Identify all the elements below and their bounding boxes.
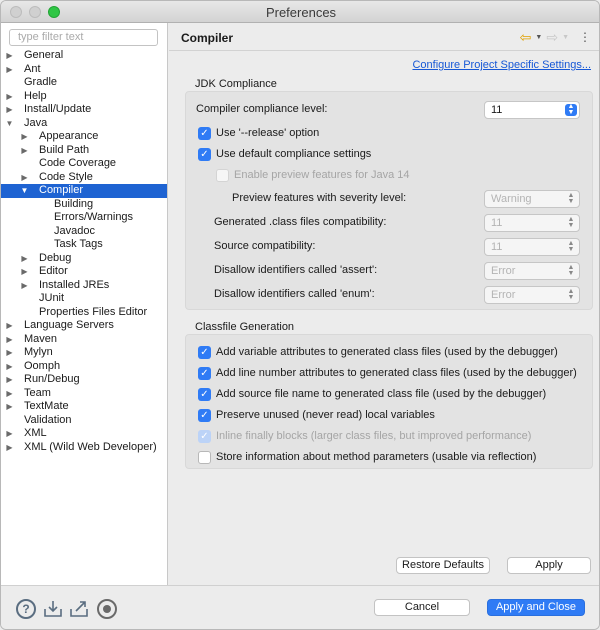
preview-severity-row (186, 189, 592, 209)
source-compat-value: 11 (491, 241, 503, 253)
filter-input[interactable]: type filter text (9, 29, 158, 46)
tree-item-label: JUnit (39, 292, 65, 304)
tree-item[interactable] (1, 184, 167, 198)
tree-item-label: Ant (24, 62, 41, 75)
disallow-assert-label: Disallow identifiers called 'assert': (214, 264, 378, 276)
tree-item[interactable] (1, 225, 167, 239)
apply-and-close-button[interactable]: Apply and Close (487, 599, 585, 616)
disclosure-collapsed-icon[interactable]: ▶ (6, 375, 13, 384)
generated-compat-row (186, 213, 592, 233)
export-icon[interactable] (69, 599, 89, 619)
chevron-updown-icon: ▲ ▼ (567, 264, 575, 277)
tree-item-label: Compiler (39, 184, 84, 196)
generated-compat-value: 11 (491, 217, 503, 229)
enable-preview-label: Enable preview features for Java 14 (234, 169, 410, 181)
tree-item-label: Gradle (24, 76, 58, 88)
disclosure-collapsed-icon[interactable]: ▶ (21, 132, 28, 141)
enable-preview-row (186, 166, 592, 186)
disclosure-expanded-icon[interactable]: ▼ (20, 186, 29, 195)
tree-item-label: Errors/Warnings (54, 211, 134, 223)
tree-item-label: Help (24, 89, 47, 102)
preference-tree (1, 49, 167, 454)
classfile-option-row (186, 385, 592, 405)
tree-item-label: General (24, 49, 64, 61)
tree-item[interactable] (1, 171, 167, 185)
record-icon[interactable] (97, 599, 117, 619)
use-release-row (186, 124, 592, 144)
tree-item[interactable] (1, 292, 167, 306)
jdk-compliance-group (185, 91, 593, 310)
import-icon[interactable] (43, 599, 63, 619)
jdk-compliance-label: JDK Compliance (195, 78, 277, 90)
disclosure-collapsed-icon[interactable]: ▶ (21, 172, 28, 182)
tree-item[interactable] (1, 117, 167, 131)
tree-item[interactable] (1, 279, 167, 293)
page-title: Compiler (181, 31, 234, 45)
use-release-label: Use '--release' option (216, 127, 320, 139)
tree-item-label: Validation (24, 413, 72, 426)
generated-compat-label: Generated .class files compatibility: (214, 216, 387, 228)
disclosure-collapsed-icon[interactable]: ▶ (6, 388, 13, 398)
disallow-enum-select[interactable] (484, 286, 580, 304)
disclosure-collapsed-icon[interactable]: ▶ (21, 253, 28, 263)
disclosure-collapsed-icon[interactable]: ▶ (21, 280, 28, 290)
tree-item[interactable] (1, 319, 167, 333)
disallow-enum-label: Disallow identifiers called 'enum': (214, 288, 375, 300)
disclosure-collapsed-icon[interactable]: ▶ (6, 334, 13, 344)
classfile-option-label: Add source file name to generated class file (used by the debugger) (216, 388, 547, 400)
preview-severity-select[interactable] (484, 190, 580, 208)
tree-item[interactable] (1, 306, 167, 320)
tree-item[interactable] (1, 144, 167, 158)
disallow-assert-value: Error (491, 265, 516, 277)
configure-project-settings-link[interactable]: Configure Project Specific Settings... (412, 59, 591, 71)
classfile-option-checkbox[interactable]: ✓ (198, 430, 211, 443)
forward-dropdown-icon[interactable]: ▼ (562, 33, 569, 41)
disclosure-collapsed-icon[interactable]: ▶ (6, 321, 13, 330)
tree-item-label: Maven (24, 332, 58, 345)
tree-item[interactable] (1, 76, 167, 90)
use-release-checkbox[interactable]: ✓ (198, 127, 211, 140)
source-compat-row (186, 237, 592, 257)
disclosure-collapsed-icon[interactable]: ▶ (21, 145, 28, 155)
disallow-enum-row (186, 285, 592, 305)
chevron-updown-icon: ▲ ▼ (565, 104, 577, 116)
preview-severity-value: Warning (491, 193, 532, 205)
tree-item[interactable] (1, 157, 167, 171)
forward-icon[interactable]: ⇨ (546, 28, 559, 45)
disclosure-collapsed-icon[interactable]: ▶ (6, 348, 13, 357)
tree-item-label: Javadoc (54, 224, 95, 237)
tree-item-label: Task Tags (54, 238, 103, 250)
tree-item[interactable] (1, 198, 167, 212)
classfile-option-row (186, 364, 592, 384)
title-bar (1, 1, 600, 23)
tree-item[interactable] (1, 387, 167, 401)
view-menu-icon[interactable]: ⋮ (579, 30, 591, 44)
tree-item-label: XML (Wild Web Developer) (24, 440, 157, 453)
source-compat-label: Source compatibility: (214, 240, 316, 252)
compiler-page (169, 23, 600, 585)
disclosure-collapsed-icon[interactable]: ▶ (6, 402, 13, 411)
disclosure-collapsed-icon[interactable]: ▶ (6, 51, 13, 60)
classfile-option-row (186, 448, 592, 468)
source-compat-select[interactable] (484, 238, 580, 256)
preview-severity-label: Preview features with severity level: (232, 192, 407, 204)
compliance-level-label: Compiler compliance level: (196, 103, 328, 115)
tree-item[interactable] (1, 63, 167, 77)
back-icon[interactable]: ⇦ (519, 28, 532, 45)
compliance-level-value: 11 (491, 104, 503, 116)
tree-item[interactable] (1, 400, 167, 414)
disclosure-collapsed-icon[interactable]: ▶ (6, 64, 13, 74)
classfile-generation-group (185, 334, 593, 469)
enable-preview-checkbox[interactable] (216, 169, 229, 182)
disclosure-expanded-icon[interactable]: ▼ (5, 118, 14, 128)
tree-item[interactable] (1, 211, 167, 225)
title-divider (169, 50, 600, 51)
tree-item-label: Run/Debug (24, 373, 80, 385)
tree-item[interactable] (1, 49, 167, 63)
tree-item-label: Installed JREs (39, 278, 110, 291)
use-default-row (186, 145, 592, 165)
tree-item-label: Build Path (39, 143, 90, 156)
window-title: Preferences (265, 5, 337, 20)
restore-defaults-button[interactable]: Restore Defaults (396, 557, 490, 574)
use-default-checkbox[interactable]: ✓ (198, 148, 211, 161)
tree-item[interactable] (1, 427, 167, 441)
apply-button[interactable]: Apply (507, 557, 591, 574)
classfile-option-checkbox[interactable]: ✓ (198, 409, 211, 422)
classfile-option-label: Add line number attributes to generated class files (used by the debugger) (216, 367, 577, 379)
classfile-generation-label: Classfile Generation (195, 321, 295, 333)
compliance-level-select[interactable] (484, 101, 580, 119)
classfile-option-checkbox[interactable]: ✓ (198, 367, 211, 380)
tree-item-label: Install/Update (24, 103, 92, 115)
disclosure-collapsed-icon[interactable]: ▶ (6, 442, 13, 452)
disclosure-collapsed-icon[interactable]: ▶ (21, 267, 28, 276)
tree-item-label: TextMate (24, 400, 69, 412)
tree-item-label: Code Style (39, 170, 93, 183)
classfile-option-row (186, 427, 592, 447)
disallow-assert-row (186, 261, 592, 281)
back-dropdown-icon[interactable]: ▼ (535, 33, 543, 41)
help-icon[interactable]: ? (16, 599, 36, 619)
tree-item-label: Appearance (39, 130, 99, 142)
compliance-level-row (186, 100, 592, 120)
tree-item[interactable] (1, 103, 167, 117)
tree-item-label: Code Coverage (39, 157, 117, 169)
disclosure-collapsed-icon[interactable]: ▶ (6, 429, 13, 438)
tree-item-label: Mylyn (24, 346, 53, 358)
classfile-option-label: Store information about method parameters (usable via reflection) (216, 451, 537, 463)
use-default-label: Use default compliance settings (216, 148, 372, 160)
tree-item[interactable] (1, 441, 167, 455)
tree-item-label: Building (54, 197, 94, 210)
tree-item[interactable] (1, 252, 167, 266)
tree-item[interactable] (1, 414, 167, 428)
generated-compat-select[interactable] (484, 214, 580, 232)
tree-item-label: XML (24, 427, 47, 439)
disclosure-collapsed-icon[interactable]: ▶ (6, 361, 13, 371)
chevron-updown-icon: ▲ ▼ (567, 216, 575, 229)
tree-item-label: Properties Files Editor (39, 305, 148, 318)
classfile-option-row (186, 406, 592, 426)
tree-item[interactable] (1, 265, 167, 279)
tree-item-label: Team (24, 386, 51, 399)
classfile-option-label: Preserve unused (never read) local variables (216, 409, 435, 421)
tree-item[interactable] (1, 130, 167, 144)
tree-item-label: Java (24, 116, 48, 129)
tree-item[interactable] (1, 333, 167, 347)
tree-item[interactable] (1, 360, 167, 374)
classfile-option-label: Inline finally blocks (larger class files, but improved performance) (216, 430, 532, 442)
disallow-enum-value: Error (491, 289, 516, 301)
tree-item-label: Editor (39, 265, 68, 277)
classfile-option-checkbox[interactable]: ✓ (198, 388, 211, 401)
disallow-assert-select[interactable] (484, 262, 580, 280)
classfile-option-row (186, 343, 592, 363)
tree-item-label: Debug (39, 251, 72, 264)
preference-tree-pane (1, 23, 168, 585)
disclosure-collapsed-icon[interactable]: ▶ (6, 105, 13, 114)
tree-item[interactable] (1, 373, 167, 387)
chevron-updown-icon: ▲ ▼ (567, 192, 575, 205)
classfile-option-label: Add variable attributes to generated class files (used by the debugger) (216, 346, 558, 358)
tree-item-label: Oomph (24, 359, 61, 372)
tree-item-label: Language Servers (24, 319, 114, 331)
page-nav-toolbar (520, 29, 591, 45)
disclosure-collapsed-icon[interactable]: ▶ (6, 91, 13, 101)
cancel-button[interactable]: Cancel (374, 599, 470, 616)
dialog-footer (1, 585, 600, 630)
tree-item[interactable] (1, 238, 167, 252)
tree-item[interactable] (1, 90, 167, 104)
chevron-updown-icon: ▲ ▼ (567, 288, 575, 301)
chevron-updown-icon: ▲ ▼ (567, 240, 575, 253)
classfile-option-checkbox[interactable] (198, 451, 211, 464)
classfile-option-checkbox[interactable]: ✓ (198, 346, 211, 359)
tree-item[interactable] (1, 346, 167, 360)
